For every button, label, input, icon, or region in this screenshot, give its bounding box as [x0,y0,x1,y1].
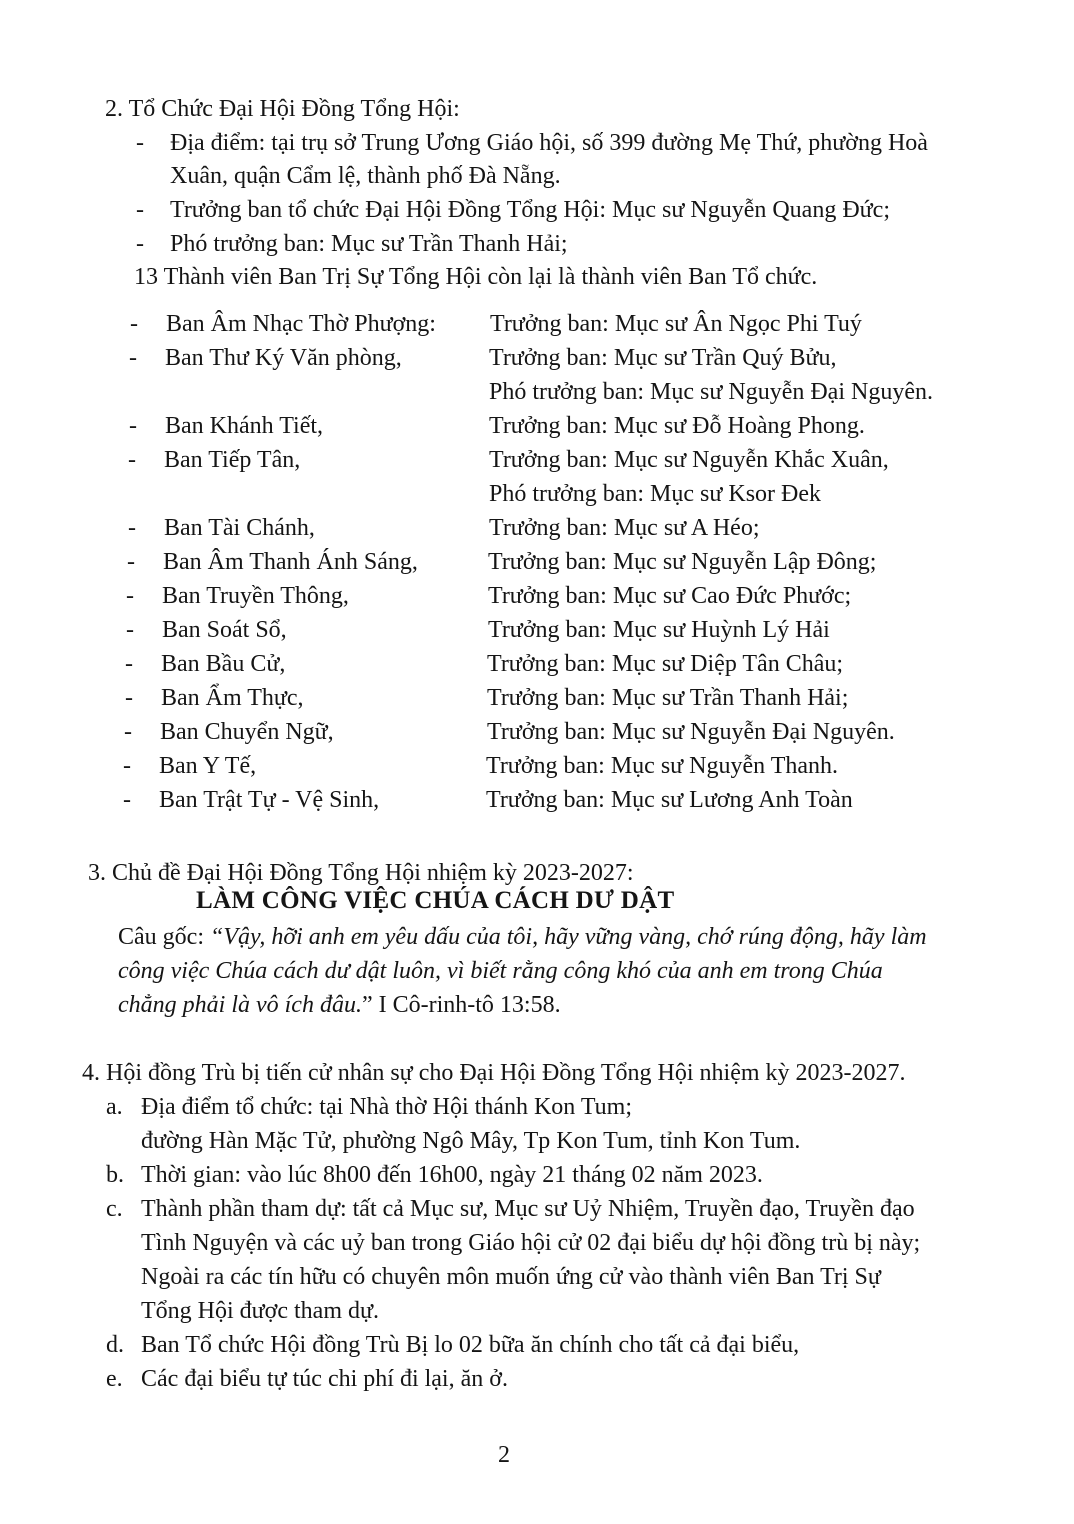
section-2-heading: 2. Tổ Chức Đại Hội Đồng Tổng Hội: [105,96,460,122]
committee-head: Trưởng ban: Mục sư Cao Đức Phước; [488,583,852,609]
committee-head: Trưởng ban: Mục sư Diệp Tân Châu; [487,651,844,677]
bullet: - [129,413,137,439]
section-3-heading: 3. Chủ đề Đại Hội Đồng Tổng Hội nhiệm kỳ 2023-2027: [88,860,634,886]
committee-name: Ban Trật Tự - Vệ Sinh, [159,787,380,813]
bullet: - [125,685,133,711]
item-text: đường Hàn Mặc Tử, phường Ngô Mây, Tp Kon Tum, tỉnh Kon Tum. [141,1128,801,1154]
verse-reference: ” I Cô-rinh-tô 13:58. [361,992,561,1018]
committee-head: Trưởng ban: Mục sư A Héo; [489,515,760,541]
committee-name: Ban Bầu Cử, [161,651,286,677]
bullet: - [124,719,132,745]
section-4-heading: 4. Hội đồng Trù bị tiến cử nhân sự cho Đại Hội Đồng Tổng Hội nhiệm kỳ 2023-2027. [82,1060,906,1086]
item-label: c. [106,1196,123,1222]
bullet: - [130,311,138,337]
committee-head: Trưởng ban: Mục sư Nguyễn Khắc Xuân, [489,447,889,473]
item-text: Các đại biểu tự túc chi phí đi lại, ăn ở. [141,1366,508,1392]
item-text: Ban Tổ chức Hội đồng Trù Bị lo 02 bữa ăn chính cho tất cả đại biểu, [141,1332,800,1358]
page-number: 2 [498,1442,510,1468]
theme-title: LÀM CÔNG VIỆC CHÚA CÁCH DƯ DẬT [196,887,675,914]
committee-head: Trưởng ban: Mục sư Nguyễn Lập Đông; [488,549,877,575]
item-label: e. [106,1366,123,1392]
item-text: Tình Nguyện và các uỷ ban trong Giáo hội cử 02 đại biểu dự hội đồng trù bị này; [141,1230,921,1256]
bullet: - [128,447,136,473]
members-note: 13 Thành viên Ban Trị Sự Tổng Hội còn lại là thành viên Ban Tổ chức. [134,264,818,290]
item-text: Địa điểm tổ chức: tại Nhà thờ Hội thánh Kon Tum; [141,1094,632,1120]
bullet: - [136,231,144,257]
committee-name: Ban Âm Nhạc Thờ Phượng: [166,311,436,337]
venue-line-1: Địa điểm: tại trụ sở Trung Ương Giáo hội, số 399 đường Mẹ Thứ, phường Hoà [170,130,928,156]
bullet: - [126,617,134,643]
venue-line-2: Xuân, quận Cẩm lệ, thành phố Đà Nẵng. [170,163,561,189]
committee-name: Ban Âm Thanh Ánh Sáng, [163,549,418,575]
committee-name: Ban Tài Chánh, [164,515,315,541]
verse-text: chẳng phải là vô ích đâu. [118,992,362,1018]
verse-text: “Vậy, hỡi anh em yêu dấu của tôi, hãy vững vàng, chớ rúng động, hãy làm [209,924,927,950]
committee-head: Trưởng ban: Mục sư Nguyễn Đại Nguyên. [487,719,895,745]
committee-name: Ban Ẩm Thực, [161,685,304,711]
bullet: - [123,753,131,779]
bullet: - [136,197,144,223]
committee-name: Ban Y Tế, [159,753,257,779]
committee-name: Ban Thư Ký Văn phòng, [165,345,402,371]
item-text: Thời gian: vào lúc 8h00 đến 16h00, ngày 21 tháng 02 năm 2023. [141,1162,763,1188]
committee-deputy: Phó trưởng ban: Mục sư Ksor Đek [489,481,822,507]
bullet: - [127,549,135,575]
bullet: - [123,787,131,813]
committee-deputy: Phó trưởng ban: Mục sư Nguyễn Đại Nguyên. [489,379,933,405]
item-label: a. [106,1094,123,1120]
committee-head: Trưởng ban: Mục sư Ân Ngọc Phi Tuý [490,311,862,337]
committee-head: Trưởng ban: Mục sư Nguyễn Thanh. [486,753,839,779]
item-text: Thành phần tham dự: tất cả Mục sư, Mục sư Uỷ Nhiệm, Truyền đạo, Truyền đạo [141,1196,915,1222]
committee-name: Ban Khánh Tiết, [165,413,324,439]
item-label: b. [106,1162,124,1188]
bullet: - [136,130,144,156]
item-label: d. [106,1332,124,1358]
committee-name: Ban Tiếp Tân, [164,447,301,473]
committee-name: Ban Soát Sổ, [162,617,287,643]
bullet: - [128,515,136,541]
verse-line-2: công việc Chúa cách dư dật luôn, vì biết rằng công khó của anh em trong Chúa [118,958,883,984]
committee-name: Ban Truyền Thông, [162,583,349,609]
committee-head: Trưởng ban: Mục sư Trần Thanh Hải; [487,685,849,711]
committee-head: Trưởng ban: Mục sư Đỗ Hoàng Phong. [489,413,865,439]
item-text: Tổng Hội được tham dự. [141,1298,380,1324]
bullet: - [126,583,134,609]
committee-name: Ban Chuyển Ngữ, [160,719,334,745]
item-text: Ngoài ra các tín hữu có chuyên môn muốn ứng cử vào thành viên Ban Trị Sự [141,1264,881,1290]
organizer-deputy: Phó trưởng ban: Mục sư Trần Thanh Hải; [170,231,568,257]
committee-head: Trưởng ban: Mục sư Trần Quý Bửu, [489,345,837,371]
bullet: - [129,345,137,371]
organizer-head: Trưởng ban tổ chức Đại Hội Đồng Tổng Hội: Mục sư Nguyễn Quang Đức; [170,197,890,223]
verse-label: Câu gốc: [118,924,210,950]
verse-line-3 [118,990,561,1020]
committee-head: Trưởng ban: Mục sư Huỳnh Lý Hải [488,617,830,643]
verse-line-1 [118,922,927,952]
committee-head: Trưởng ban: Mục sư Lương Anh Toàn [486,787,853,813]
bullet: - [125,651,133,677]
